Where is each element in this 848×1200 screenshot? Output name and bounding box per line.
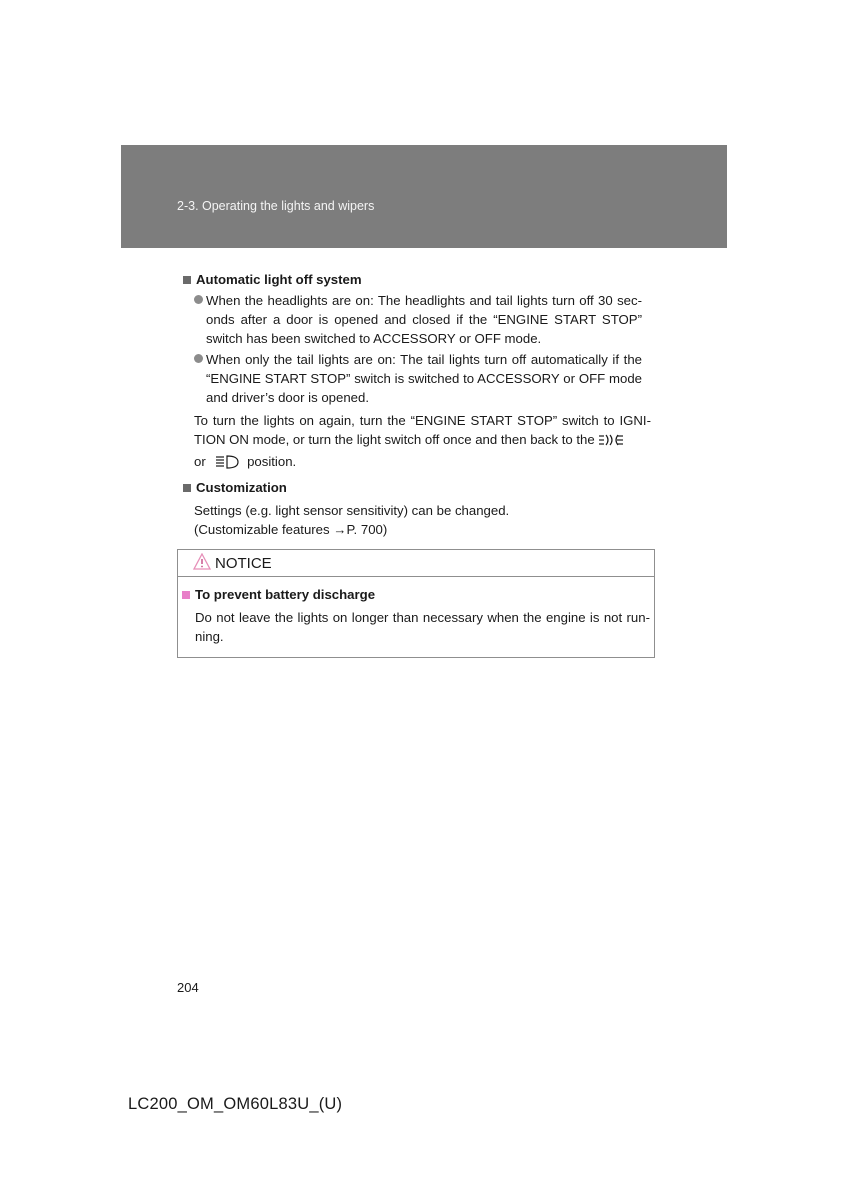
list-item-text: When the headlights are on: The headlights and tail lights turn off 30 sec-onds after a door is opened and closed if the “ENGINE START STOP” switch has been switched to ACCESSORY or OFF mode. — [206, 293, 642, 346]
pink-square-bullet-icon — [182, 591, 190, 599]
list-item-text: When only the tail lights are on: The tail lights turn off automatically if the “ENGINE START STOP” switch is switched to ACCESSORY or OFF mode and driver’s door is opened. — [206, 352, 642, 405]
para-or: or — [194, 454, 206, 469]
main-content — [181, 270, 651, 539]
list-item — [194, 350, 651, 407]
notice-subheading-text: To prevent battery discharge — [195, 587, 376, 602]
tail-light-icon — [598, 433, 624, 452]
customization-reference: (Customizable features →P. 700) — [194, 522, 388, 537]
automatic-light-off-heading — [181, 270, 651, 289]
page-number: 204 — [177, 980, 199, 995]
heading-text: Customization — [196, 480, 287, 495]
customization-text — [194, 501, 651, 539]
headlight-icon — [215, 455, 239, 474]
para-end: position. — [247, 454, 297, 469]
header-band — [121, 145, 727, 248]
notice-body — [178, 577, 654, 646]
notice-subheading — [182, 585, 650, 604]
notice-title: NOTICE — [215, 554, 272, 572]
customization-line: Settings (e.g. light sensor sensitivity) can be changed. — [194, 503, 510, 518]
section-title: 2-3. Operating the lights and wipers — [177, 199, 375, 213]
para-start: To turn the lights on again, turn the “ENGINE START STOP” switch to IGNI-TION ON mode, or turn the light switch off once and then back to the — [194, 413, 651, 447]
bullet-dot-icon — [194, 295, 203, 304]
relight-paragraph — [194, 411, 651, 474]
list-item — [194, 291, 651, 348]
notice-header — [178, 550, 654, 577]
heading-text: Automatic light off system — [196, 272, 362, 287]
notice-box — [177, 549, 655, 658]
square-bullet-icon — [183, 276, 191, 284]
customization-heading — [181, 478, 651, 497]
notice-text: Do not leave the lights on longer than necessary when the engine is not run-ning. — [195, 610, 650, 644]
warning-triangle-icon — [193, 553, 211, 574]
document-code: LC200_OM_OM60L83U_(U) — [128, 1095, 343, 1113]
square-bullet-icon — [183, 484, 191, 492]
bullet-dot-icon — [194, 354, 203, 363]
